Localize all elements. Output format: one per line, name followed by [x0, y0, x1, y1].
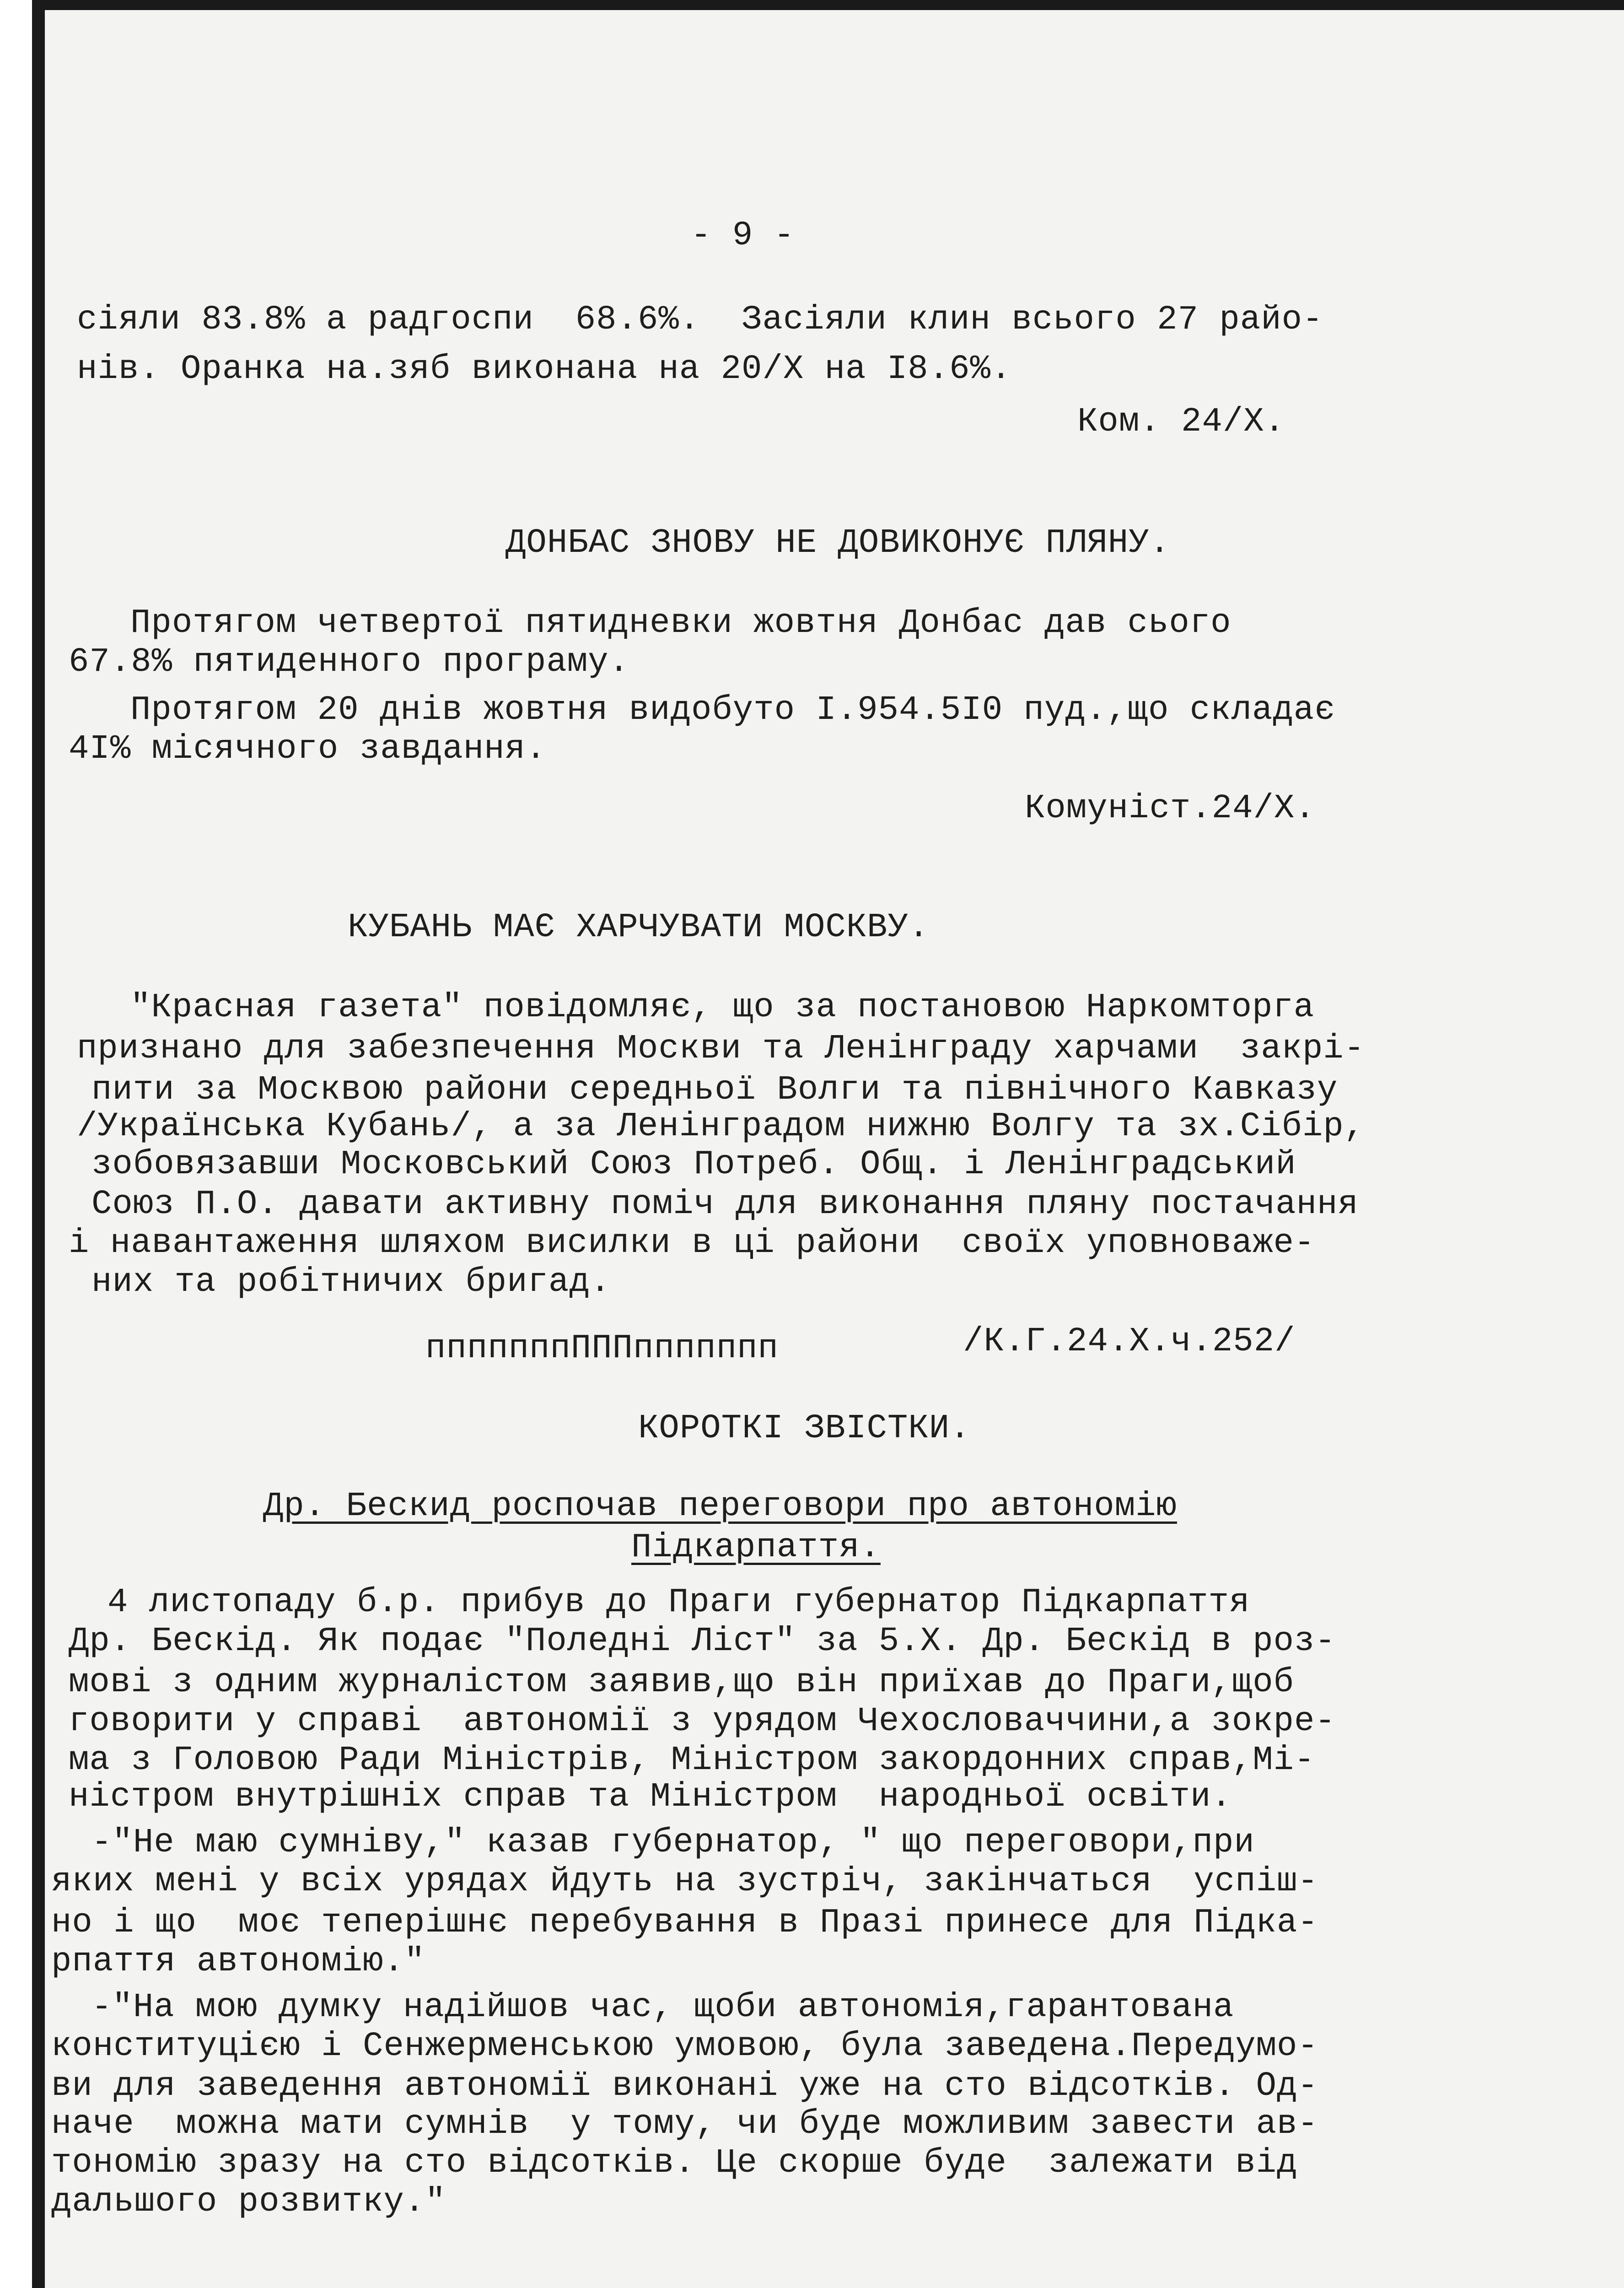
kuban-line: пити за Москвою райони середньої Волги та північного Кавказу [91, 1071, 1338, 1109]
news-line: -"На мою думку надійшов час, щоби автономія,гарантована [91, 1988, 1234, 2027]
news-line: дальшого розвитку." [51, 2183, 446, 2221]
news-line: -"Не маю сумніву," казав губернатор, " що переговори,при [91, 1824, 1255, 1862]
news-line: ністром внутрішніх справ та Міністром народньої освіти. [69, 1778, 1232, 1816]
donbas-title: ДОНБАС ЗНОВУ НЕ ДОВИКОНУЄ ПЛЯНУ. [505, 524, 1171, 562]
news-line: наче можна мати сумнів у тому, чи буде можливим завести ав- [51, 2105, 1318, 2143]
news-line: яких мені у всіх урядах йдуть на зустріч, закінчаться успіш- [51, 1862, 1318, 1901]
donbas-line: Протягом четвертої пятидневки жовтня Донбас дав сього [130, 604, 1231, 642]
donbas-source: Комуніст.24/Х. [1025, 789, 1316, 828]
news-headline: Др. Бескид роспочав переговори про автономію [263, 1487, 1177, 1526]
donbas-line: 4І% місячного завдання. [69, 730, 547, 768]
news-line: ма з Головою Ради Міністрів, Міністром закордонних справ,Мі- [69, 1741, 1315, 1780]
intro-line: сіяли 83.8% а радгоспи 68.6%. Засіяли клин всього 27 райо- [77, 301, 1323, 339]
news-line: конституцією і Сенжерменською умовою, була заведена.Передумо- [51, 2027, 1318, 2066]
news-line: тономію зразу на сто відсотків. Це скорше буде залежати від [51, 2144, 1298, 2182]
news-headline-cont: Підкарпаття. [631, 1528, 881, 1567]
kuban-source: /К.Г.24.Х.ч.252/ [963, 1322, 1296, 1361]
news-line: ви для заведення автономії виконані уже на сто відсотків. Од- [51, 2067, 1318, 2105]
scan-border-left [0, 0, 45, 2288]
kuban-line: /Українська Кубань/, а за Ленінградом нижню Волгу та зх.Сібір, [77, 1107, 1365, 1146]
page-number: - 9 - [691, 216, 795, 255]
kuban-line: "Красная газета" повідомляє, що за постановою Наркомторга [130, 988, 1315, 1027]
news-line: мові з одним журналістом заявив,що він приїхав до Праги,щоб [69, 1663, 1295, 1702]
donbas-line: 67.8% пятиденного програму. [69, 643, 629, 681]
kuban-line: Союз П.О. давати активну поміч для виконання пляну постачання [91, 1185, 1359, 1224]
kuban-title: КУБАНЬ МАЄ ХАРЧУВАТИ МОСКВУ. [348, 908, 930, 947]
news-line: но і що моє теперішнє перебування в Празі принесе для Підка- [51, 1904, 1318, 1942]
news-line: говорити у справі автономії з урядом Чехословаччини,а зокре- [69, 1702, 1336, 1741]
kuban-line: зобовязавши Московський Союз Потреб. Общ. і Ленінградський [91, 1145, 1296, 1184]
kuban-line: і навантаження шляхом висилки в ці райони своїх уповноваже- [69, 1224, 1315, 1263]
news-line: рпаття автономію." [51, 1943, 425, 1981]
scan-border-top [0, 0, 1624, 10]
intro-source: Ком. 24/Х. [1077, 403, 1285, 441]
separator-line: пппппппПППппппппп [425, 1329, 779, 1368]
intro-line: нів. Оранка на.зяб виконана на 20/Х на І8.6%. [77, 350, 1012, 389]
news-line: 4 листопаду б.р. прибув до Праги губернатор Підкарпаття [108, 1583, 1250, 1622]
donbas-line: Протягом 20 днів жовтня видобуто І.954.5І0 пуд.,що складає [130, 691, 1335, 729]
news-title: КОРОТКІ ЗВІСТКИ. [638, 1409, 971, 1448]
kuban-line: них та робітничих бригад. [91, 1263, 611, 1301]
news-line: Др. Бескід. Як подає "Поледні Ліст" за 5.Х. Др. Бескід в роз- [69, 1622, 1336, 1661]
kuban-line: признано для забезпечення Москви та Ленінграду харчами закрі- [77, 1030, 1365, 1068]
